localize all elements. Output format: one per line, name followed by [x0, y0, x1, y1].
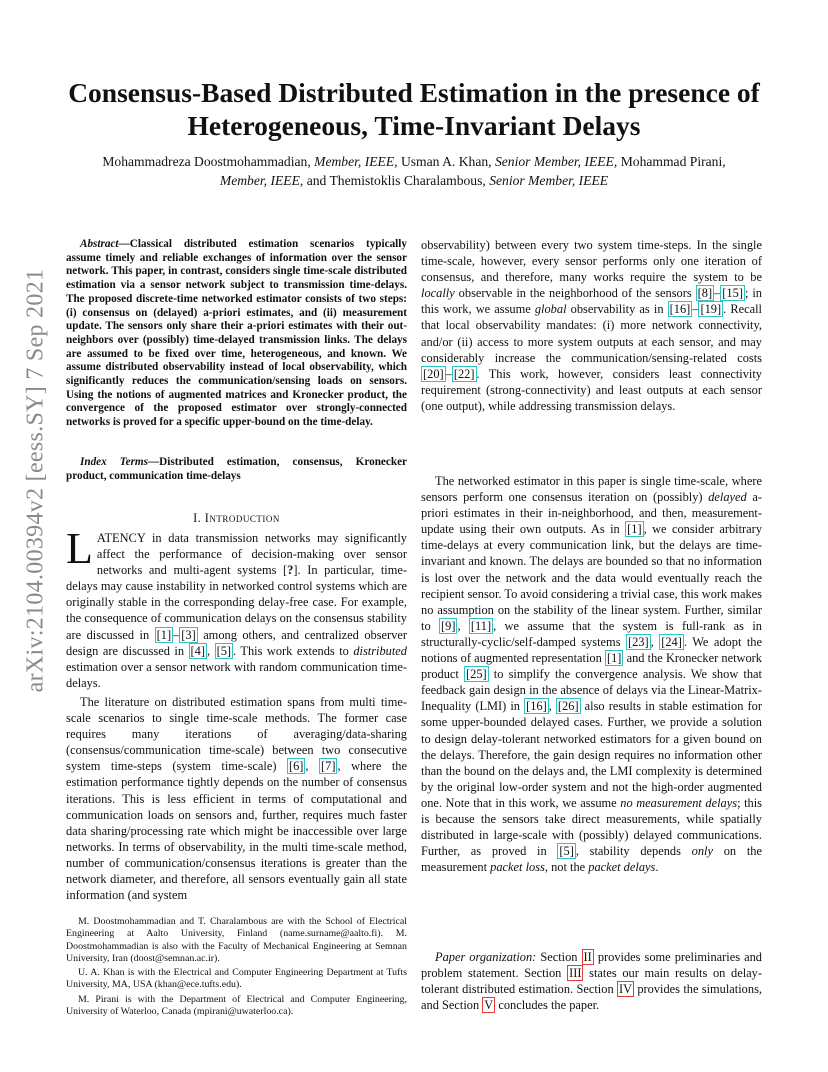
section-heading: I. Introduction [193, 511, 280, 525]
intro-paragraph: LATENCY in data transmission networks may significantly affect the performance of decision-making over sensor networks and multi-agent systems [?]. In particular, time-delays may cause instability in networked control systems which are originally stable in the corresponding delay-free case. For example, the consequence of communication delays on the consensus stability are discussed in [1] – [3] among others, and centralized observer design are discussed in [4] , [5] . This work extends to distributed estimation over a sensor network with random communication time-delays. [66, 524, 408, 690]
citation-link[interactable]: [1] [156, 627, 172, 642]
citation-link[interactable]: [26] [557, 699, 579, 714]
author-role: Member, IEEE [219, 173, 300, 188]
citation-link[interactable]: [16] [526, 699, 547, 714]
citation-link[interactable]: [11] [470, 618, 492, 633]
citation-link[interactable]: [19] [700, 302, 722, 317]
section-link[interactable]: V [484, 998, 494, 1013]
citation-link[interactable]: [8] [697, 286, 713, 301]
intro-paragraph: The literature on distributed estimation spans from multi time-scale scenarios to single time-scale methods. The former case requires many iterations of averaging/data-sharing (consensus/communication time-scale) between two consecutive system time-steps (system time-scale) [6] , [7] , where the estimation performance tightly depends on the number of consensus iterations. This is less efficient in terms of computational and communication loads on sensors and, further, requires much faster data sharing/processing rate which might be inaccessible over large networks. In terms of observability, in the multi time-scale method, number of communication/consensus iterations is greater than the network diameter, and therefore, all sensors eventually gain all state information (and system [66, 695, 408, 903]
citation-link[interactable]: [9] [441, 618, 456, 633]
citation-link[interactable]: [22] [453, 366, 475, 381]
body-paragraph: observability) between every two system time-steps. In the single time-scale, however, every sensor performs only one iteration of consensus, and therefore, many works require the system to be locally observable in the neighborhood of the sensors [8] – [15] ; in this work, we assume global observability as in [16] – [19] . Recall that local observability mandates: (i) more network connectivity, and/or (ii) access to more system outputs at each sensor, and may considerably increase the communication/sensing-related costs [20] – [22] . This work, however, considers least connectivity requirement (strong-connectivity) and least outputs at each sensor (one output), while addressing transmission delays. [421, 238, 762, 413]
footnote: M. Pirani is with the Department of Electrical and Computer Engineering, University of Waterloo, Canada (mpirani@uwaterloo.ca). [66, 993, 407, 1018]
dropcap: L [66, 524, 93, 573]
index-terms: Index Terms—Distributed estimation, consensus, Kronecker product, communication time-delays [66, 456, 407, 482]
citation-link[interactable]: [24] [661, 634, 682, 649]
citation-link[interactable]: [15] [722, 286, 743, 301]
citation-link[interactable]: [6] [288, 759, 304, 774]
section-link[interactable]: III [569, 966, 582, 981]
author-role: Senior Member, IEEE [489, 173, 609, 188]
citation-link[interactable]: [4] [190, 643, 205, 658]
arxiv-identifier: arXiv:2104.00394v2 [eess.SY] 7 Sep 2021 [22, 268, 49, 692]
citation-link[interactable]: [5] [216, 643, 232, 658]
section-link[interactable]: IV [618, 982, 633, 997]
author-role: Senior Member, IEEE [494, 154, 614, 169]
paper-organization-paragraph: Paper organization: Section II provides some preliminaries and problem statement. Section III states our main results on delay-tolerant distributed estimation. Section IV provides the simulations, and Section V concludes the paper. [421, 950, 762, 1013]
citation-link[interactable]: [1] [627, 522, 642, 537]
citation-link[interactable]: [23] [627, 634, 649, 649]
citation-link[interactable]: [25] [466, 667, 487, 682]
author-list: Mohammadreza Doostmohammadian, Member, IEEE, Usman A. Khan, Senior Member, IEEE, Mohammad Pirani, Member, IEEE, and Themistoklis Charalambous, Senior Member, IEEE [102, 154, 726, 188]
citation-link[interactable]: [16] [669, 302, 691, 317]
footnote: M. Doostmohammadian and T. Charalambous are with the School of Electrical Engineering at Aalto University, Finland (name.surname@aalto.fi). M. Doostmohammadian is also with the Faculty of Mechanical Engineering at Semnan University, Iran (doost@semnan.ac.ir). [66, 916, 407, 964]
paper-title: Consensus-Based Distributed Estimation in the presence of Heterogeneous, Time-Invariant Delays [68, 77, 760, 141]
citation-link[interactable]: [1] [606, 651, 622, 666]
body-paragraph: The networked estimator in this paper is single time-scale, where sensors perform one consensus iteration on (possibly) delayed a-priori estimates in their in-neighborhood, and then, measurement-update using their own outputs. As in [1] , we consider arbitrary time-delays at every communication link, but the delays are time-invariant and known. The delays are bounded so that no information is lost over the network and the data would eventually reach the recipient sensor. To avoid considering a trivial case, this work makes no assumption on the stability of the linear system. Further, similar to [9] , [11] , we assume that the system is full-rank as in structurally-cyclic/self-damped systems [23] , [24] . We adopt the notions of augmented representation [1] and the Kronecker network product [25] to simplify the convergence analysis. We show that feedback gain design in the absence of delays via the Linear-Matrix-Inequality (LMI) in [16] , [26] also results in stable estimation for some upper-bounded delayed cases. Further, we provide a solution to design delay-tolerant networked estimators for a given bound on the delays. Therefore, the gain design requires no information other than the bound on the delays and, the LMI complexity is determined by the original low-order system and not the high-order augmented one. Note that in this work, we assume no measurement delays; this is because the sensors take direct measurements, while spatially distributed in large-scale with (possibly) delayed communications. Further, as proved in [5] , stability depends only on the measurement packet loss, not the packet delays. [421, 474, 763, 875]
author-role: Member, IEEE [314, 154, 395, 169]
footnotes [66, 916, 407, 1020]
citation-link[interactable]: [7] [321, 759, 336, 774]
citation-link[interactable]: [20] [423, 366, 444, 381]
footnote: U. A. Khan is with the Electrical and Computer Engineering Department at Tufts University, MA, USA (khan@ece.tufts.edu). [66, 967, 407, 991]
citation-link[interactable]: [5] [559, 844, 574, 859]
abstract: Abstract—Classical distributed estimation scenarios typically assume timely and reliable exchanges of information over the sensor network. This paper, in contrast, considers single time-scale distributed estimation via a sensor network subject to transmission time-delays. The proposed discrete-time networked estimator consists of two steps: (i) consensus on (delayed) a-priori estimates, and (ii) measurement update. The sensors only share their a-priori estimates with their out-neighbors over (possibly) time-delayed transmission links. The delays are assumed to be fixed over time, heterogeneous, and known. We assume distributed observability instead of local observability, which significantly reduces the communication/sensing loads on sensors. Using the notions of augmented matrices and Kronecker product, the convergence of the proposed estimator over strongly-connected networks is proved for a specific upper-bound on the time-delay. [66, 238, 407, 429]
section-link[interactable]: II [583, 950, 592, 964]
citation-link[interactable]: [3] [181, 627, 196, 642]
